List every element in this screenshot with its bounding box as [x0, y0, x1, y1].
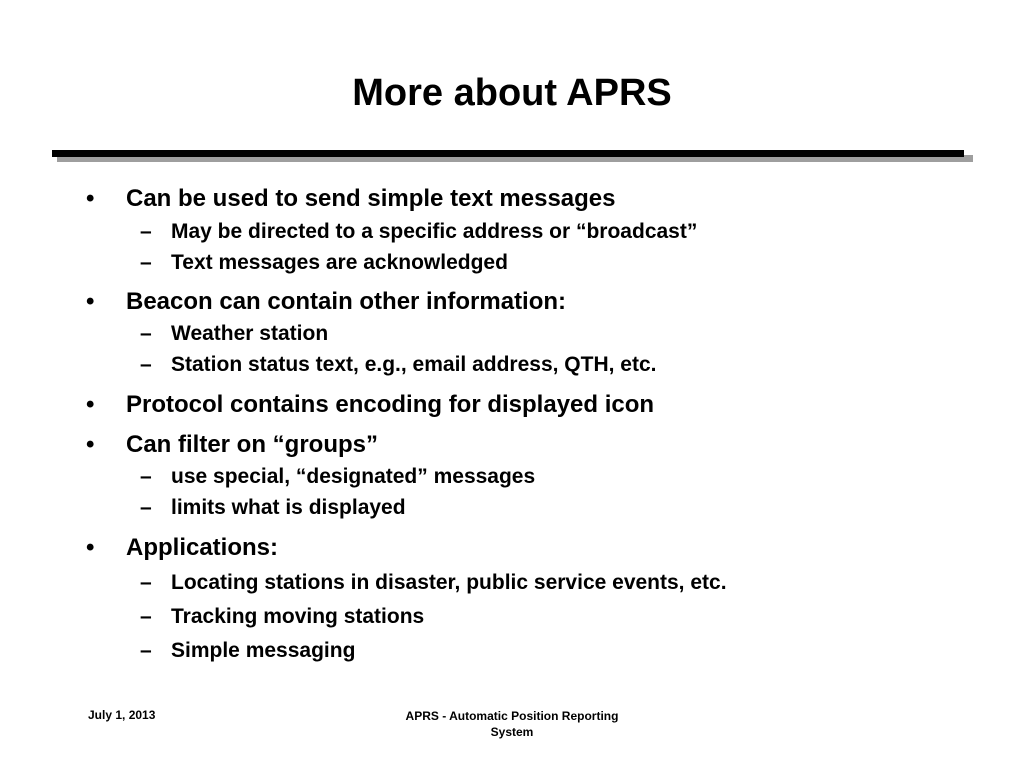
sub-bullet-text: May be directed to a specific address or “broadcast” — [171, 220, 698, 243]
footer-title — [372, 708, 652, 740]
sub-bullet-marker: – — [140, 639, 152, 662]
sub-bullet-marker: – — [140, 571, 152, 594]
footer-title-line: APRS - Automatic Position Reporting — [405, 709, 619, 723]
title-rule — [52, 150, 964, 157]
footer-title-line: System — [490, 725, 534, 739]
sub-bullet-marker: – — [140, 353, 152, 376]
bullet-marker: • — [86, 391, 95, 418]
sub-bullet-text: use special, “designated” messages — [171, 465, 536, 488]
bullet-marker: • — [86, 288, 95, 315]
slide-title: More about APRS — [352, 72, 672, 114]
sub-bullet-marker: – — [140, 220, 152, 243]
bullet-text: Protocol contains encoding for displayed icon — [126, 391, 655, 418]
sub-bullet-marker: – — [140, 465, 152, 488]
sub-bullet-text: Weather station — [171, 322, 329, 345]
bullet-marker: • — [86, 534, 95, 561]
bullet-text: Applications: — [126, 534, 279, 561]
footer-date: July 1, 2013 — [88, 708, 156, 722]
bullet-marker: • — [86, 431, 95, 458]
sub-bullet-text: Simple messaging — [171, 639, 356, 662]
sub-bullet-marker: – — [140, 605, 152, 628]
bullet-text: Can filter on “groups” — [126, 431, 378, 458]
sub-bullet-text: Tracking moving stations — [171, 605, 425, 628]
sub-bullet-text: Station status text, e.g., email address, QTH, etc. — [171, 353, 657, 376]
sub-bullet-marker: – — [140, 322, 152, 345]
bullet-text: Can be used to send simple text messages — [126, 185, 616, 212]
sub-bullet-marker: – — [140, 251, 152, 274]
sub-bullet-text: Locating stations in disaster, public service events, etc. — [171, 571, 727, 594]
bullet-text: Beacon can contain other information: — [126, 288, 567, 315]
sub-bullet-marker: – — [140, 496, 152, 519]
sub-bullet-text: Text messages are acknowledged — [171, 251, 508, 274]
sub-bullet-text: limits what is displayed — [171, 496, 406, 519]
bullet-marker: • — [86, 185, 95, 212]
